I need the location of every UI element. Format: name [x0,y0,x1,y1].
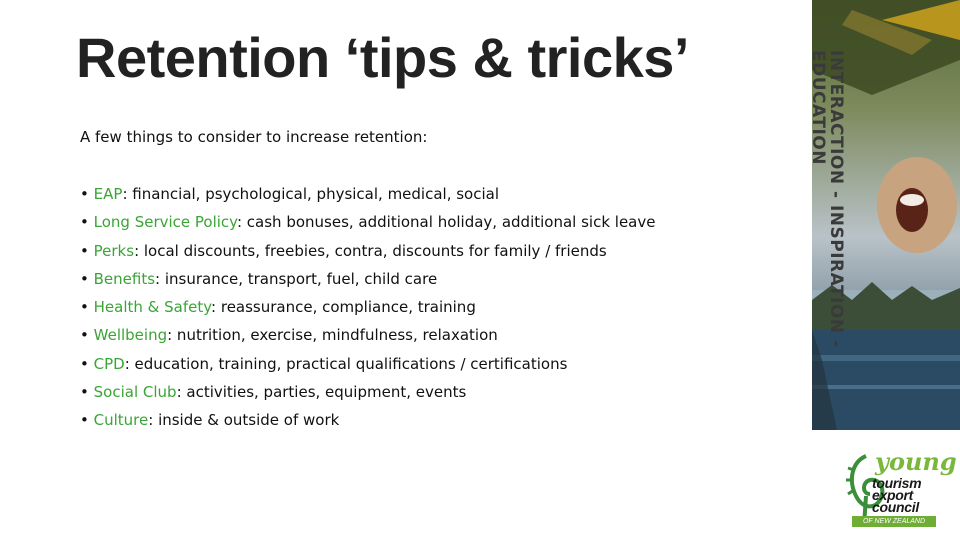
tip-term: Long Service Policy [93,213,237,232]
tip-term: Benefits [93,269,156,288]
tip-term: Social Club [93,383,177,402]
list-item [80,237,655,265]
tip-text: : local discounts, freebies, contra, discounts for family / friends [134,241,607,260]
tip-text: : inside & outside of work [148,411,340,430]
tip-text: : nutrition, exercise, mindfulness, relaxation [167,326,498,345]
bullet-marker: • [80,354,89,373]
tip-text: : cash bonuses, additional holiday, additional sick leave [236,213,656,232]
list-item [80,208,655,236]
logo-word-council: council [872,499,919,515]
list-item [80,350,655,378]
logo-country-banner: OF NEW ZEALAND [852,516,936,527]
list-item [80,321,655,349]
bullet-marker: • [80,185,89,203]
list-item [80,180,655,208]
intro-text: A few things to consider to increase retention: [80,128,428,146]
bullet-marker: • [80,411,89,430]
tagline-container [795,50,855,380]
list-item [80,265,655,293]
tip-text: : education, training, practical qualifications / certifications [124,354,568,373]
vertical-tagline: INTERACTION - INSPIRATION - EDUCATION [808,50,846,348]
list-item [80,293,655,321]
tip-term: Culture [93,411,149,430]
tip-text: : insurance, transport, fuel, child care [155,269,438,288]
tip-text: : reassurance, compliance, training [211,298,476,317]
tip-term: Wellbeing [93,326,168,345]
retention-tips-list [80,180,655,435]
bullet-marker: • [80,269,89,288]
tip-term: Perks [93,241,135,260]
list-item [80,406,655,434]
list-item [80,378,655,406]
tip-text: : financial, psychological, physical, medical, social [122,185,500,203]
tip-text: : activities, parties, equipment, events [176,383,467,402]
tip-term: Health & Safety [93,298,212,317]
tip-term: CPD [93,354,125,373]
bullet-marker: • [80,383,89,402]
bullet-marker: • [80,298,89,317]
tip-term: EAP [93,185,123,203]
bullet-marker: • [80,213,89,232]
logo-word-tourism: tourism [872,475,922,491]
bullet-marker: • [80,326,89,345]
logo-word-young: young [875,447,957,476]
bullet-marker: • [80,241,89,260]
logo-word-export: export [872,487,913,503]
slide-title: Retention ‘tips & tricks’ [76,26,689,89]
